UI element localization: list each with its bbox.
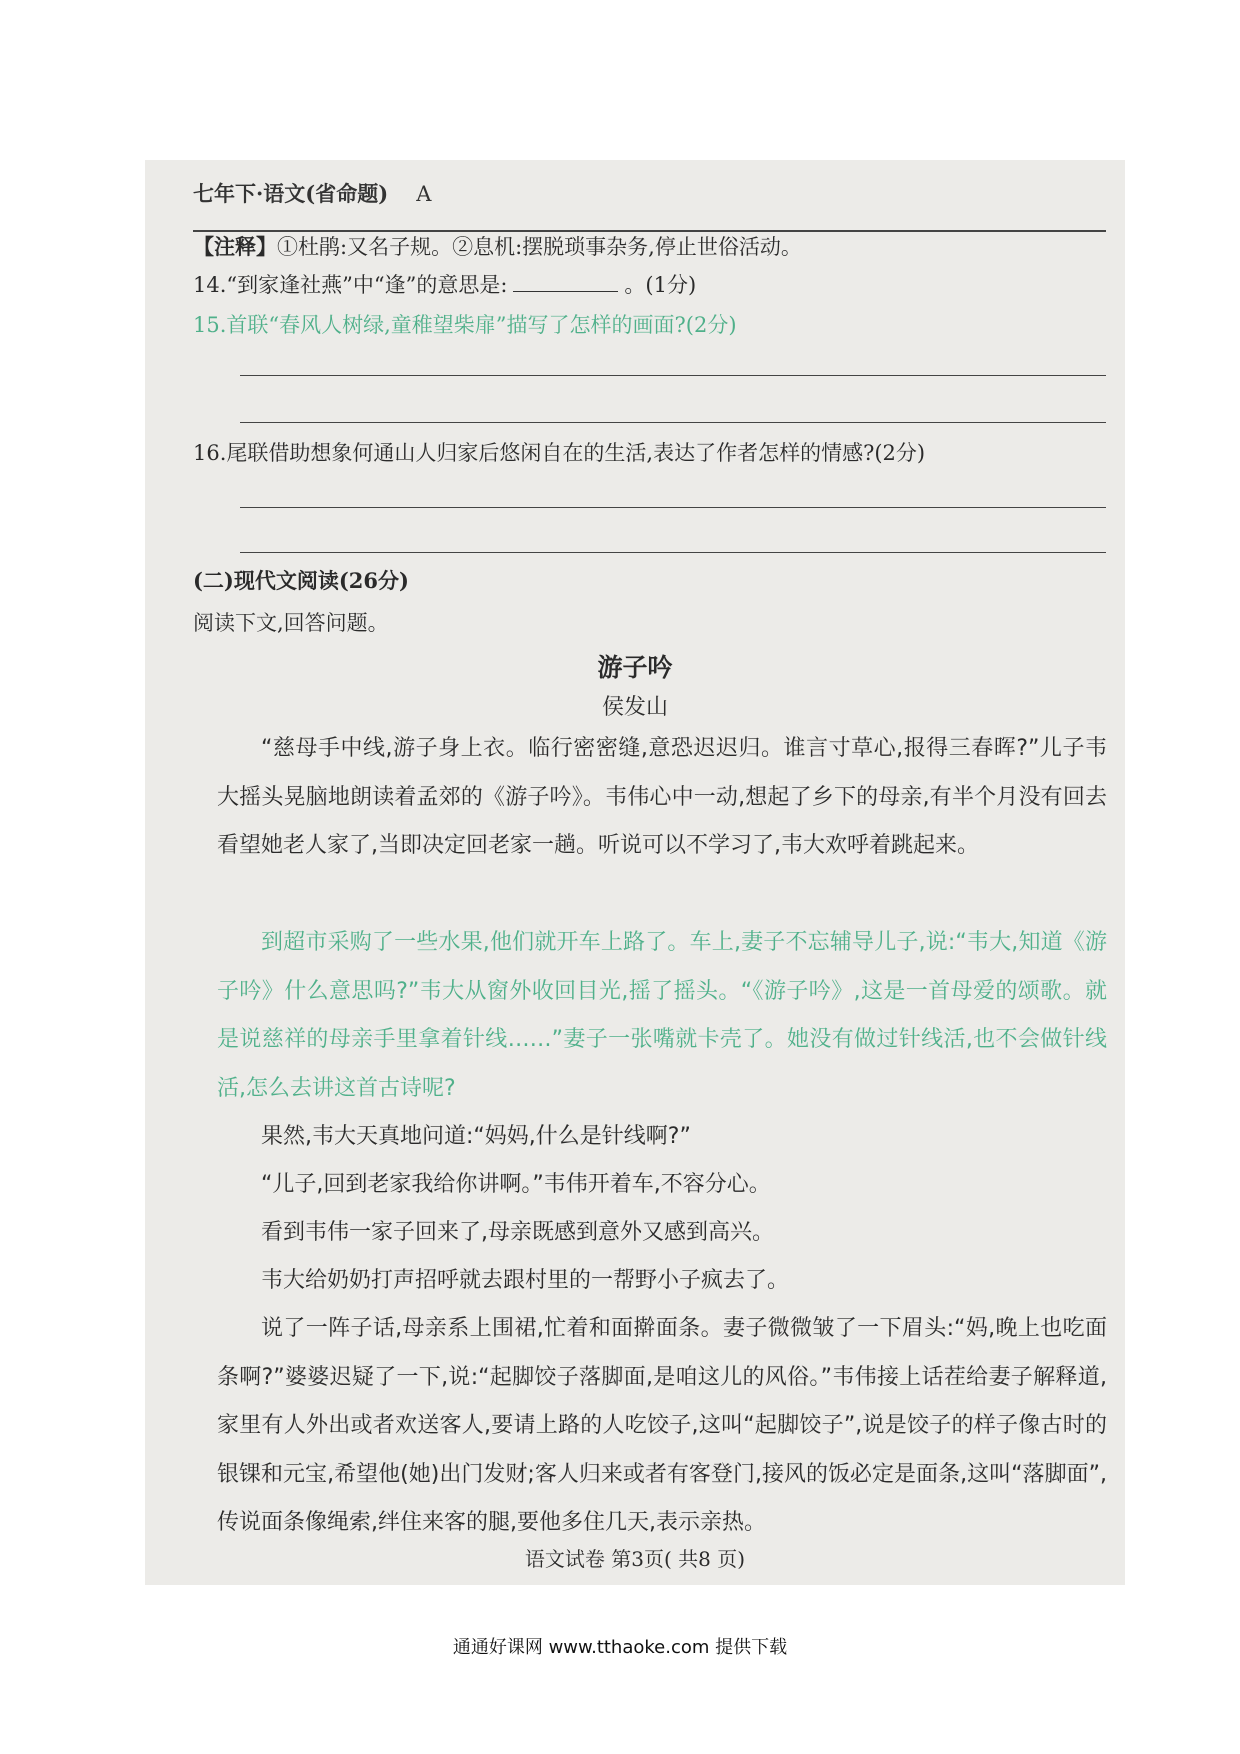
article-paragraph: “儿子,回到老家我给你讲啊。”韦伟开着车,不容分心。 [261,1172,771,1197]
footnote-tag: 【注释】 [193,234,277,259]
section-heading: (二)现代文阅读(26分) [193,568,409,593]
answer-line[interactable] [240,507,1106,508]
footnote [193,232,1106,262]
question-14-points: 。(1分) [624,273,697,297]
exam-title: 七年下·语文(省命题) [193,181,389,206]
page-number: 语文试卷 第3页( 共8 页) [524,1547,746,1571]
question-15: 15.首联“春风人树绿,童稚望柴扉”描写了怎样的画面?(2分) [193,313,737,337]
section-instruction: 阅读下文,回答问题。 [193,611,389,635]
article-paragraph: 到超市采购了一些水果,他们就开车上路了。车上,妻子不忘辅导儿子,说:“韦大,知道《游子吟》什么意思吗?”韦大从窗外收回目光,摇了摇头。“《游子吟》,这是一首母爱的颂歌。就是说慈祥的母亲手里拿着针线……”妻子一张嘴就卡壳了。她没有做过针线活,也不会做针线活,怎么去讲这首古诗呢? [217,930,1107,1101]
article-paragraph: “慈母手中线,游子身上衣。临行密密缝,意恐迟迟归。谁言寸草心,报得三春晖?”儿子韦大摇头晃脑地朗读着孟郊的《游子吟》。韦伟心中一动,想起了乡下的母亲,有半个月没有回去看望她老人家了,当即决定回老家一趟。听说可以不学习了,韦大欢呼着跳起来。 [217,736,1107,858]
footnote-text: ①杜鹃:又名子规。②息机:摆脱琐事杂务,停止世俗活动。 [277,235,802,259]
question-14 [193,270,1106,300]
article-author: 侯发山 [601,695,668,720]
question-14-text: 14.“到家逢社燕”中“逢”的意思是: [193,273,508,297]
exam-header [193,178,431,208]
answer-line[interactable] [240,422,1106,423]
article-title: 游子吟 [597,653,673,682]
exam-version: A [416,182,432,206]
article-paragraph: 韦大给奶奶打声招呼就去跟村里的一帮野小子疯去了。 [261,1268,790,1293]
fill-in-blank[interactable] [513,271,618,292]
answer-line[interactable] [240,375,1106,376]
article-paragraph: 说了一阵子话,母亲系上围裙,忙着和面擀面条。妻子微微皱了一下眉头:“妈,晚上也吃面条啊?”婆婆迟疑了一下,说:“起脚饺子落脚面,是咱这儿的风俗。”韦伟接上话茬给妻子解释道,家里有人外出或者欢送客人,要请上路的人吃饺子,这叫“起脚饺子”,说是饺子的样子像古时的银锞和元宝,希望他(她)出门发财;客人归来或者有客登门,接风的饭必定是面条,这叫“落脚面”,传说面条像绳索,绊住来客的腿,要他多住几天,表示亲热。 [217,1316,1107,1535]
question-16: 16.尾联借助想象何通山人归家后悠闲自在的生活,表达了作者怎样的情感?(2分) [193,441,926,465]
article-paragraph: 果然,韦大天真地问道:“妈妈,什么是针线啊?” [261,1124,691,1149]
article-paragraph: 看到韦伟一家子回来了,母亲既感到意外又感到高兴。 [261,1220,774,1245]
scanned-page [145,160,1125,1585]
answer-line[interactable] [240,552,1106,553]
download-credit: 通通好课网 www.tthaoke.com 提供下载 [452,1637,788,1658]
